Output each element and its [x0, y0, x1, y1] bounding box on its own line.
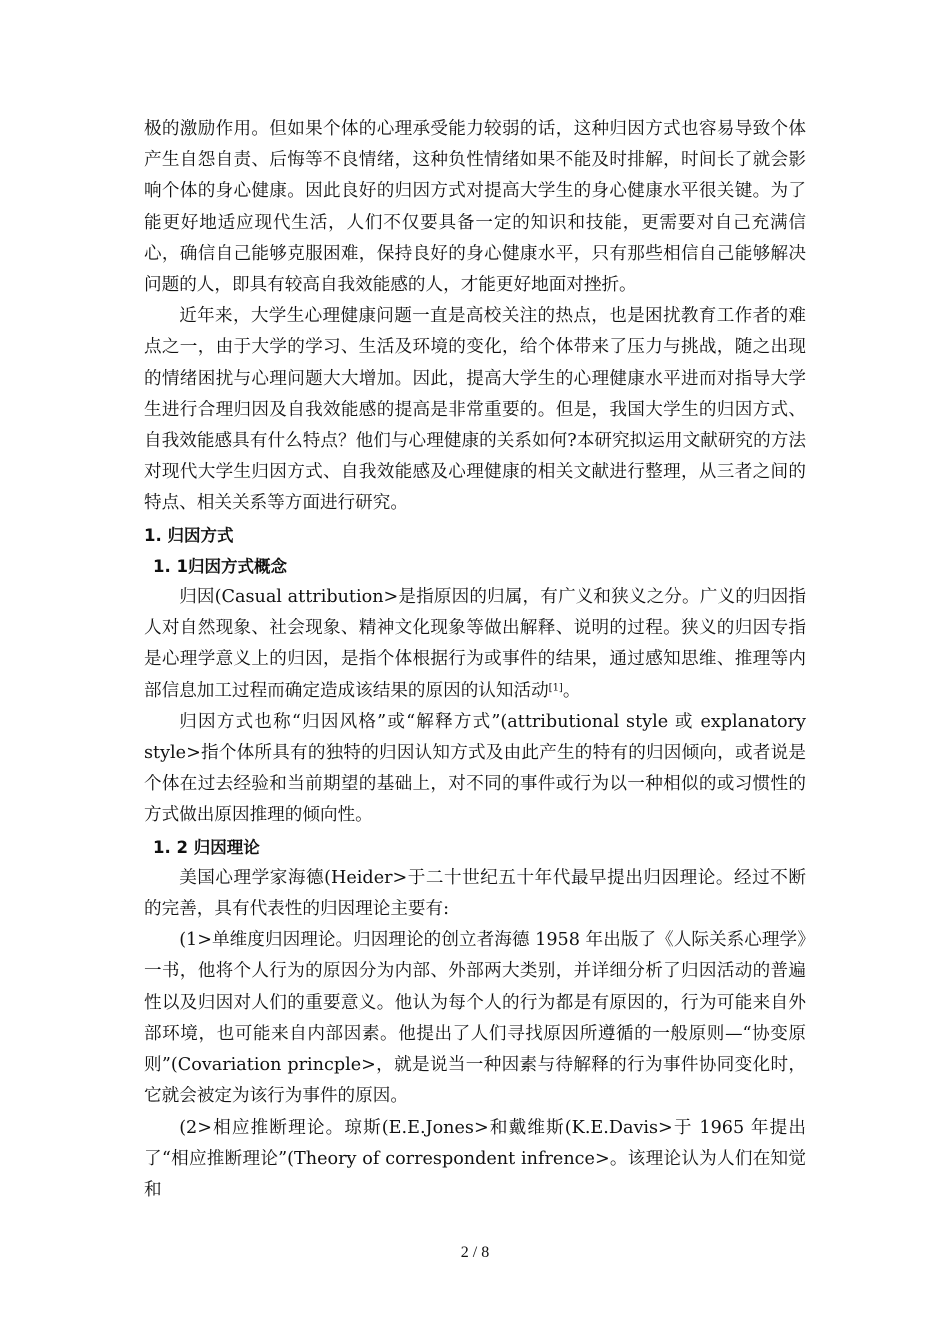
paragraph-heider-intro: 美国心理学家海德(Heider>于二十世纪五十年代最早提出归因理论。经过不断的完善，具有代表性的归因理论主要有:: [144, 867, 806, 920]
paragraph-continuation: 极的激励作用。但如果个体的心理承受能力较弱的话，这种归因方式也容易导致个体产生自怨自责、后悔等不良情绪，这种负性情绪如果不能及时排解，时间长了就会影响个体的身心健康。因此良好的归因方式对提高大学生的身心健康水平很关键。为了能更好地适应现代生活，人们不仅要具备一定的知识和技能，更需要对自己充满信心，确信自己能够克服困难，保持良好的身心健康水平，只有那些相信自己能够解决问题的人，即具有较高自我效能感的人，才能更好地面对挫折。: [144, 119, 806, 296]
paragraph-attribution-definition: [144, 582, 806, 707]
paragraph-single-dimension-theory: (1>单维度归因理论。归因理论的创立者海德 1958 年出版了《人际关系心理学》一书，他将个人行为的原因分为内部、外部两大类别，并详细分析了归因活动的普遍性以及归因对人们的重要意义。他认为每个人的行为都是有原因的，行为可能来自外部环境，也可能来自内部因素。他提出了人们寻找原因所遵循的一般原则—“协变原则”(Covariation princple>，就是说当一种因素与待解释的行为事件协同变化时，它就会被定为该行为事件的原因。: [144, 930, 806, 1107]
paragraph-correspondent-inference: (2>相应推断理论。琼斯(E.E.Jones>和戴维斯(K.E.Davis>于 1965 年提出了“相应推断理论”(Theory of correspondent infrence>。该理论认为人们在知觉和: [144, 1117, 806, 1200]
section-heading-attribution-style: 1. 归因方式: [144, 525, 234, 545]
document-page: [144, 114, 806, 1206]
citation-marker: [1]: [548, 682, 563, 694]
paragraph-background: 近年来，大学生心理健康问题一直是高校关注的热点，也是困扰教育工作者的难点之一，由于大学的学习、生活及环境的变化，给个体带来了压力与挑战，随之出现的情绪困扰与心理问题大大增加。因此，提高大学生的心理健康水平进而对指导大学生进行合理归因及自我效能感的提高是非常重要的。但是，我国大学生的归因方式、自我效能感具有什么特点？他们与心理健康的关系如何?本研究拟运用文献研究的方法对现代大学生归因方式、自我效能感及心理健康的相关文献进行整理，从三者之间的特点、相关关系等方面进行研究。: [144, 306, 806, 514]
page-number: 2 / 8: [460, 1244, 490, 1261]
paragraph-attribution-style-definition: 归因方式也称“归因风格”或“解释方式”(attributional style 或 explanatory style>指个体所具有的独特的归因认知方式及由此产生的特有的归因倾向，或者说是个体在过去经验和当前期望的基础上，对不同的事件或行为以一种相似的或习惯性的方式做出原因推理的倾向性。: [144, 711, 806, 826]
subsection-heading-theory: 1. 2 归因理论: [153, 837, 260, 857]
paragraph-attribution-definition-tail: 。: [562, 680, 581, 701]
subsection-heading-concept: 1. 1归因方式概念: [153, 556, 287, 576]
paragraph-attribution-definition-text: 归因(Casual attribution>是指原因的归属，有广义和狭义之分。广义的归因指人对自然现象、社会现象、精神文化现象等做出解释、说明的过程。狭义的归因专指是心理学意义上的归因，是指个体根据行为或事件的结果，通过感知思维、推理等内部信息加工过程而确定造成该结果的原因的认知活动: [144, 587, 806, 701]
